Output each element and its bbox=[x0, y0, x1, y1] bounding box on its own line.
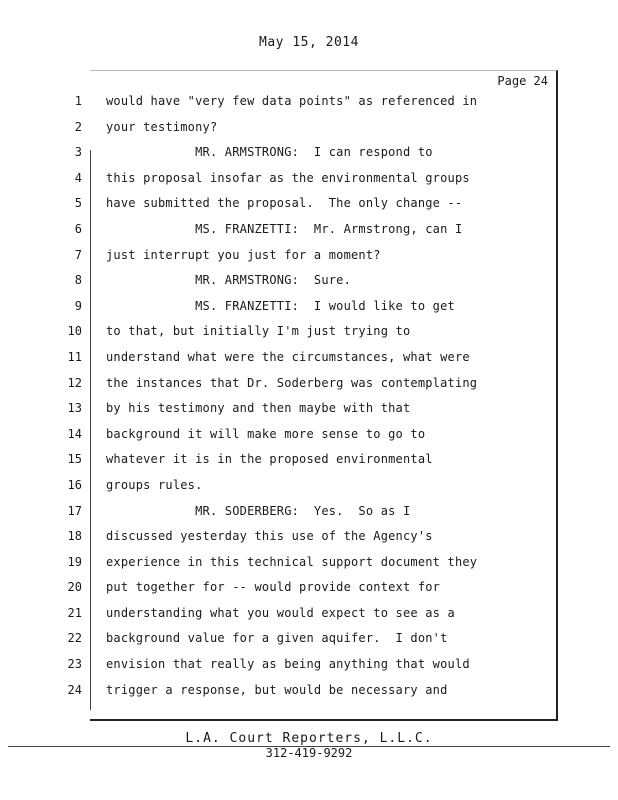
line-text: background it will make more sense to go to bbox=[106, 426, 426, 441]
line-number: 18 bbox=[67, 529, 82, 544]
transcript-line bbox=[0, 273, 618, 299]
transcript-line bbox=[0, 657, 618, 683]
line-text: just interrupt you just for a moment? bbox=[106, 247, 381, 262]
transcript-line bbox=[0, 401, 618, 427]
transcript-line bbox=[0, 171, 618, 197]
transcript-line bbox=[0, 529, 618, 555]
transcript-line bbox=[0, 350, 618, 376]
transcript-line bbox=[0, 376, 618, 402]
line-text: MS. FRANZETTI: I would like to get bbox=[106, 298, 455, 313]
line-text: MS. FRANZETTI: Mr. Armstrong, can I bbox=[106, 221, 463, 236]
line-text: this proposal insofar as the environmental groups bbox=[106, 170, 470, 185]
line-text: MR. ARMSTRONG: I can respond to bbox=[106, 145, 433, 160]
line-text: trigger a response, but would be necessary and bbox=[106, 682, 448, 697]
line-text: would have "very few data points" as referenced in bbox=[106, 94, 478, 108]
line-text: groups rules. bbox=[106, 477, 203, 492]
transcript-line bbox=[0, 631, 618, 657]
line-number: 16 bbox=[67, 477, 82, 492]
line-text: to that, but initially I'm just trying to bbox=[106, 324, 411, 339]
line-number: 21 bbox=[67, 605, 82, 620]
line-text: MR. ARMSTRONG: Sure. bbox=[106, 273, 352, 288]
line-text: discussed yesterday this use of the Agency's bbox=[106, 529, 433, 544]
line-number: 2 bbox=[74, 119, 82, 134]
footer-phone: 312-419-9292 bbox=[265, 746, 353, 760]
line-number: 4 bbox=[74, 170, 82, 185]
transcript-line bbox=[0, 504, 618, 530]
transcript-line bbox=[0, 94, 618, 120]
line-number: 8 bbox=[74, 273, 82, 288]
transcript-line bbox=[0, 145, 618, 171]
page-number: Page 24 bbox=[497, 74, 548, 88]
line-text: whatever it is in the proposed environmental bbox=[106, 452, 433, 467]
line-number: 7 bbox=[74, 247, 82, 262]
line-text: the instances that Dr. Soderberg was contemplating bbox=[106, 375, 478, 390]
line-number: 14 bbox=[67, 426, 82, 441]
line-number: 13 bbox=[67, 401, 82, 416]
line-text: by his testimony and then maybe with that bbox=[106, 401, 411, 416]
line-number: 9 bbox=[74, 298, 82, 313]
line-number: 22 bbox=[67, 631, 82, 646]
line-text: your testimony? bbox=[106, 119, 218, 134]
footer-company: L.A. Court Reporters, L.L.C. bbox=[185, 731, 433, 746]
transcript-line bbox=[0, 324, 618, 350]
transcript-line bbox=[0, 478, 618, 504]
line-number: 17 bbox=[67, 503, 82, 518]
line-text: have submitted the proposal. The only change -- bbox=[106, 196, 463, 211]
transcript-line bbox=[0, 683, 618, 709]
line-number: 3 bbox=[74, 145, 82, 160]
transcript-line bbox=[0, 222, 618, 248]
line-text: experience in this technical support document they bbox=[106, 554, 478, 569]
line-number: 11 bbox=[67, 349, 82, 364]
line-number: 5 bbox=[74, 196, 82, 211]
line-number: 23 bbox=[67, 657, 82, 672]
line-number: 19 bbox=[67, 554, 82, 569]
transcript-line bbox=[0, 427, 618, 453]
line-number: 20 bbox=[67, 580, 82, 595]
line-text: MR. SODERBERG: Yes. So as I bbox=[106, 503, 411, 518]
line-number: 24 bbox=[67, 682, 82, 697]
line-number: 12 bbox=[67, 375, 82, 390]
transcript-line bbox=[0, 196, 618, 222]
transcript-line bbox=[0, 555, 618, 581]
line-text: put together for -- would provide context for bbox=[106, 580, 441, 595]
transcript-line bbox=[0, 248, 618, 274]
line-number: 1 bbox=[74, 94, 82, 108]
transcript-line bbox=[0, 299, 618, 325]
transcript-lines bbox=[0, 94, 618, 708]
line-number: 6 bbox=[74, 221, 82, 236]
line-number: 10 bbox=[67, 324, 82, 339]
line-text: envision that really as being anything that would bbox=[106, 657, 470, 672]
transcript-line bbox=[0, 120, 618, 146]
header-date: May 15, 2014 bbox=[259, 35, 359, 50]
line-text: understanding what you would expect to see as a bbox=[106, 605, 455, 620]
line-text: understand what were the circumstances, what were bbox=[106, 349, 470, 364]
transcript-line bbox=[0, 580, 618, 606]
line-number: 15 bbox=[67, 452, 82, 467]
line-text: background value for a given aquifer. I don't bbox=[106, 631, 448, 646]
transcript-line bbox=[0, 452, 618, 478]
transcript-line bbox=[0, 606, 618, 632]
